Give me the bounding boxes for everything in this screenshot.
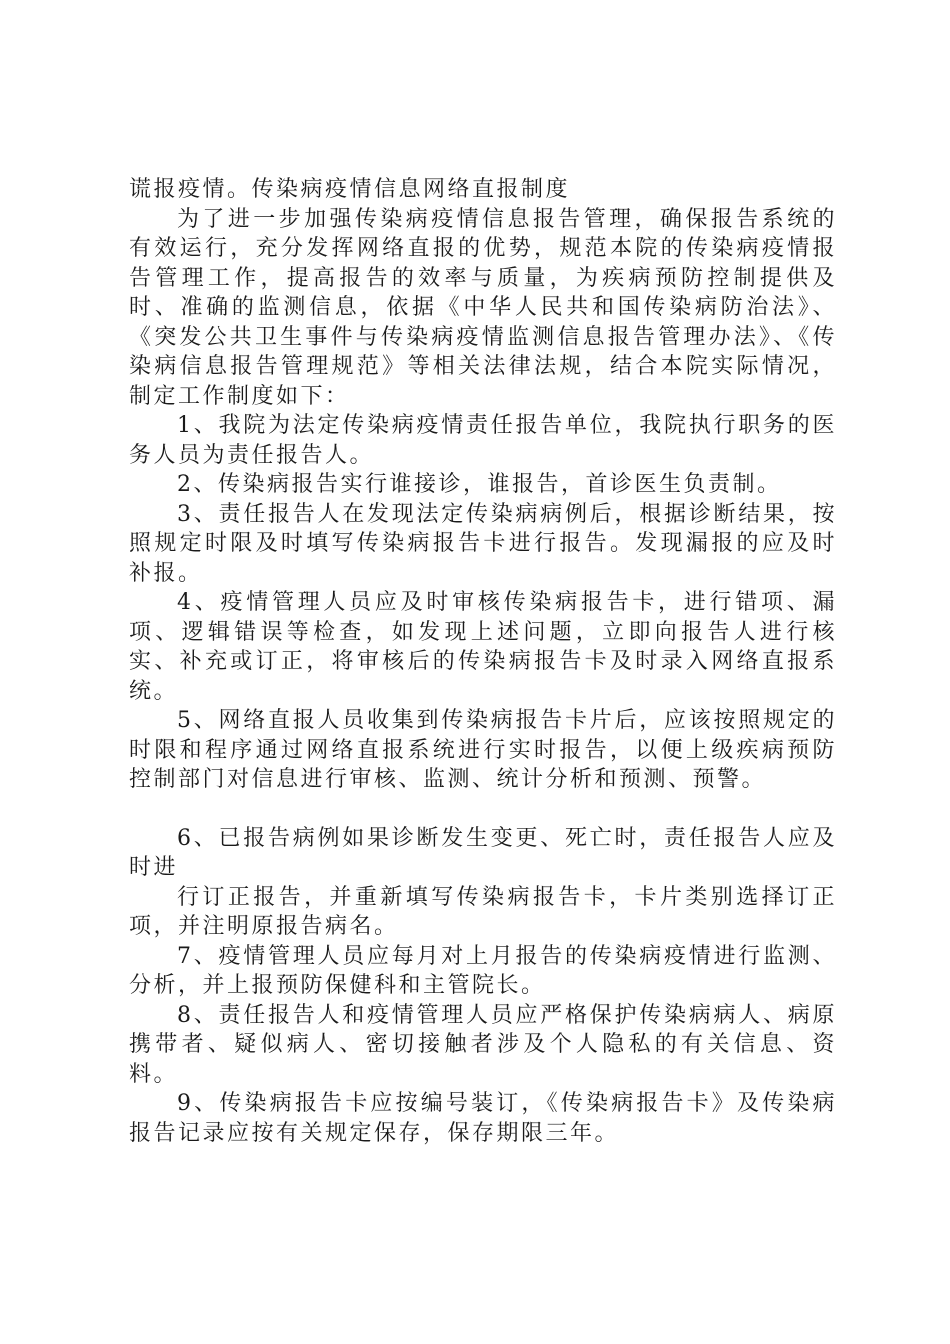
paragraph-heading-line: 谎报疫情。传染病疫情信息网络直报制度 — [129, 177, 571, 202]
paragraph-item-7: 7、疫情管理人员应每月对上月报告的传染病疫情进行监测、分析，并上报预防保健科和主管院长。 — [129, 943, 837, 998]
paragraph-item-2: 2、传染病报告实行谁接诊，谁报告，首诊医生负责制。 — [177, 472, 782, 497]
paragraph-item-1: 1、我院为法定传染病疫情责任报告单位，我院执行职务的医务人员为责任报告人。 — [129, 413, 837, 468]
paragraph-item-3: 3、责任报告人在发现法定传染病病例后，根据诊断结果，按照规定时限及时填写传染病报告卡进行报告。发现漏报的应及时补报。 — [129, 501, 837, 586]
document-body — [129, 175, 837, 1148]
paragraph-item-8: 8、责任报告人和疫情管理人员应严格保护传染病病人、病原携带者、疑似病人、密切接触者涉及个人隐私的有关信息、资料。 — [129, 1002, 837, 1087]
paragraph-item-9: 9、传染病报告卡应按编号装订，《传染病报告卡》及传染病报告记录应按有关规定保存，保存期限三年。 — [129, 1091, 837, 1146]
paragraph-item-6: 6、已报告病例如果诊断发生变更、死亡时，责任报告人应及时进 — [129, 825, 837, 880]
paragraph-item-5: 5、网络直报人员收集到传染病报告卡片后，应该按照规定的时限和程序通过网络直报系统进行实时报告，以便上级疾病预防控制部门对信息进行审核、监测、统计分析和预测、预警。 — [129, 708, 837, 792]
paragraph-intro: 为了进一步加强传染病疫情信息报告管理，确保报告系统的有效运行，充分发挥网络直报的优势，规范本院的传染病疫情报告管理工作，提高报告的效率与质量，为疾病预防控制提供及时、准确的监测信息，依据《中华人民共和国传染病防治法》、《突发公共卫生事件与传染病疫情监测信息报告管理办法》、《传染病信息报告管理规范》等相关法律法规，结合本院实际情况，制定工作制度如下： — [129, 206, 837, 409]
paragraph-item-6-continued: 行订正报告，并重新填写传染病报告卡，卡片类别选择订正项，并注明原报告病名。 — [129, 884, 837, 939]
paragraph-item-4: 4、疫情管理人员应及时审核传染病报告卡，进行错项、漏项、逻辑错误等检查，如发现上述问题，立即向报告人进行核实、补充或订正，将审核后的传染病报告卡及时录入网络直报系统。 — [129, 590, 837, 704]
